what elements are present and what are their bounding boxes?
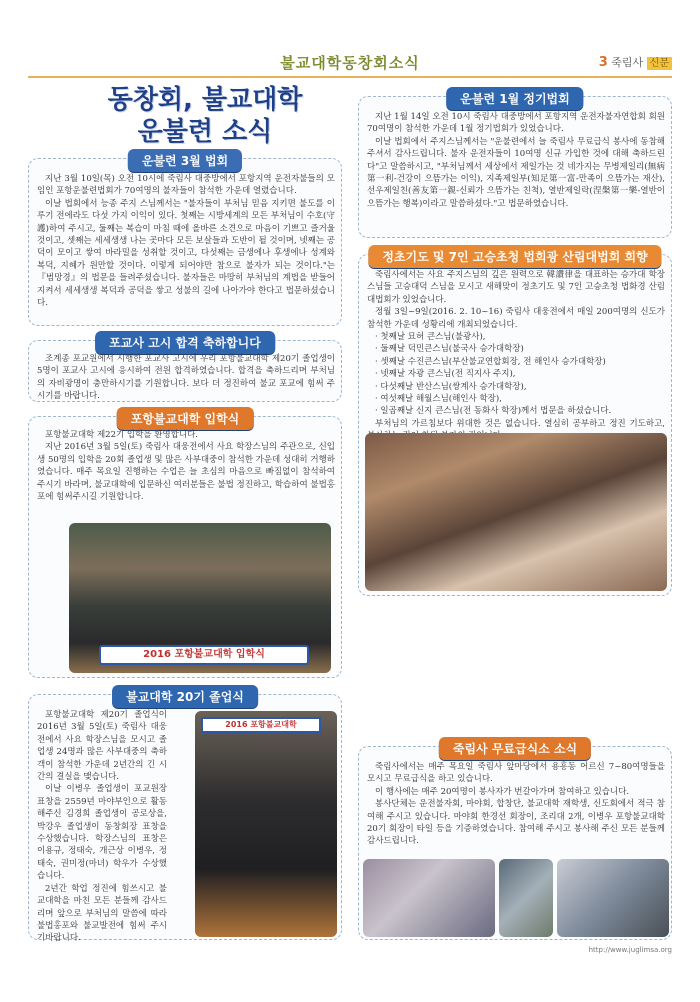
paragraph: 지난 2016년 3월 5일(토) 죽림사 대웅전에서 사요 학장스님의 주관으로, 신입생 50명의 입학을 20회 졸업생 및 많은 사부대중이 참석한 가운데 성대히 거행하였습니다. 매주 목요일 진행하는 수업은 늘 초심의 마음으로 빠짐없이 참석하여 주시기 바라며, 불교대학에 입문하신 여러분들은 불법 정진하고, 학습하여 불법홍포에 힘써주시길 기원합니다. bbox=[37, 442, 335, 503]
paragraph: 조계종 포교원에서 시행한 포교사 고시에 우리 포항불교대학 제20기 졸업생이 5명이 포교사 고시에 응시하여 전원 합격하였습니다. 합격을 축하드리며 부처님의 자비광명이 충만하시기를 기원합니다. 보다 더 정진하여 불교 포교에 힘써 주시기를 바랍니다. bbox=[37, 354, 335, 402]
article-dharma-meeting bbox=[358, 250, 672, 596]
page-number-value: 3 bbox=[598, 55, 608, 70]
list-item: · 둘째날 덕민큰스님(불국사 승가대학장) bbox=[375, 344, 524, 355]
paragraph: 부처님의 가르침보다 위대한 것은 없습니다. 열심히 공부하고 정진 기도하고, bbox=[375, 418, 665, 429]
paragraph: 죽림사에서는 사요 주지스님의 깊은 원력으로 韓讚律을 대표하는 승가대 학장스님들 고승대덕 스님을 모시고 새해맞이 정초기도 및 7인 고승초청 법화경 산림대법회가 있었습니다. bbox=[367, 270, 665, 305]
free-meal-photo-3 bbox=[557, 859, 669, 937]
article-body bbox=[37, 709, 167, 945]
article-title: 운불련 3월 법회 bbox=[128, 149, 242, 172]
article-free-meal bbox=[358, 742, 672, 940]
paragraph: 포항불교대학 제22기 입학을 환영합니다. bbox=[45, 430, 199, 440]
list-item: · 첫째날 묘허 큰스님(불광사), bbox=[375, 332, 486, 343]
article-title: 운불련 1월 정기법회 bbox=[446, 87, 583, 110]
page-header bbox=[28, 48, 672, 78]
free-meal-photo-2 bbox=[499, 859, 553, 937]
photo-banner: 2016 포항불교대학 입학식 bbox=[99, 645, 309, 665]
article-body bbox=[367, 761, 665, 848]
article-title: 포항불교대학 입학식 bbox=[117, 407, 254, 430]
paragraph: 2년간 학업 정진에 힘쓰시고 불교대학을 마친 모든 분들께 감사드리며 앞으로 부처님의 말씀에 따라 불법홍포와 불교발전에 힘써 주시기바랍니다. bbox=[37, 883, 167, 944]
list-item: · 넷째날 자광 큰스님(전 직지사 주지), bbox=[375, 369, 516, 380]
article-title: 포교사 고시 합격 축하합니다 bbox=[95, 331, 275, 354]
paragraph: 봉사단체는 운전불자회, 마야회, 합창단, 불교대학 재학생, 신도회에서 적극 참여해 주시고 있습니다. 마야회 한경선 회장이, 조리대 2개, 이병우 포항불교대학 20기 회장이 타일 등을 기증하였습니다. 참여해 주시고 봉사해 주신 모든 분들께 감사드립니다. bbox=[367, 799, 665, 847]
article-body bbox=[367, 111, 665, 210]
article-admission bbox=[28, 412, 342, 678]
article-unbulryeon-march bbox=[28, 154, 342, 326]
paragraph: 지난 1월 14일 오전 10시 죽림사 대중방에서 포항지역 운전자불자연합회 회원 70여명이 참석한 가운데 1월 정기법회가 있었습니다. bbox=[367, 112, 665, 135]
photo-banner: 2016 포항불교대학 bbox=[201, 717, 321, 733]
article-body bbox=[37, 429, 335, 503]
website-url: http://www.juglimsa.org bbox=[588, 946, 672, 954]
page-label: 죽림사 bbox=[611, 56, 644, 69]
paragraph: 죽림사에서는 매주 목요일 죽림사 앞마당에서 용흥동 어르신 7~80여명들을 모시고 무료급식을 하고 있습니다. bbox=[367, 762, 665, 785]
article-title: 정초기도 및 7인 고승초청 법회광 산림대법회 회향 bbox=[368, 245, 661, 268]
newsletter-title: 불교대학동창회소식 bbox=[280, 54, 420, 72]
list-item: · 셋째날 수진큰스님(부산불교연합회장, 전 해인사 승가대학장) bbox=[375, 356, 606, 367]
main-headline bbox=[70, 84, 340, 148]
list-item: · 다섯째날 반산스님(쌍계사 승가대학장), bbox=[375, 381, 527, 392]
admission-group-photo bbox=[69, 523, 331, 673]
main-headline-line2: 운불련 소식 bbox=[137, 117, 273, 147]
paragraph: 이 행사에는 매주 20여명이 봉사자가 번갈아가며 참여하고 있습니다. bbox=[375, 786, 630, 797]
list-item: · 일곱째날 신지 큰스님(전 동화사 학장)께서 법문을 하셨습니다. bbox=[375, 406, 612, 417]
graduation-photo bbox=[195, 711, 337, 937]
paragraph: 지난 3월 10일(목) 오전 10시에 죽림사 대중방에서 포항지역 운전자불들의 모임인 포항운불련법회가 70여명의 불자들이 참석한 가운데 열렸습니다. bbox=[37, 174, 335, 197]
paragraph: 정월 3일~9일(2016. 2. 10~16) 죽림사 대웅전에서 매일 200여명의 신도가 참석한 가운데 성황리에 개최되었습니다. bbox=[367, 307, 665, 330]
article-body bbox=[37, 353, 335, 403]
paragraph: 이날 법회에서 능종 주지 스님께서는 "불자들이 부처님 믿음 지키면 불도를 이루기 전에라도 다섯 가지 이익이 있다. 첫째는 시방세계의 모든 부처님이 수호(守護)하여 주시고, 둘째는 복습이 마침 때에 올바른 소견으로 마음이 기쁘고 즐거울 것이고, 셋째는 세세생생 나는 곳마다 모든 보살들과 도반이 될 것이며, 넷째는 공덕이 모이고 쌓여 바라밀을 성취할 것이고, 다섯째는 금생에나 후생에나 성계와 복덕, 지혜가 원만할 것이다. 이렇게 되어야만 참으로 불자가 되는 것이다."는 『범망경』의 법문을 들려주셨습니다. 불자들은 마땅히 부처님의 계법을 받들어 지켜서 세세생생 복덕과 공덕을 쌓고 성불의 길에 나아가야 한다고 법문하셨습니다. bbox=[37, 198, 335, 309]
free-meal-photo-1 bbox=[363, 859, 495, 937]
article-body bbox=[367, 269, 665, 443]
paragraph: 이날 법회에서 주지스님께서는 "운불련에서 늘 죽림사 무료급식 봉사에 동참해 주셔서 감사드립니다. 불자 운전자들이 10여명 신규 가입한 것에 대해 축하드린다"고 말씀하시고, "부처님께서 세상에서 제일가는 것 네가지는 무병제일리(無病第一利-건강이 으뜸가는 이익), 지족제일부(知足第一富-만족이 으뜸가는 재산), 선우제일친(善友第一親-신뢰가 으뜸가는 친척), 열반제일락(涅槃第一樂-열반이 으뜸가는 행복)이라고 말씀하셨다."고 법문하였습니다. bbox=[367, 136, 665, 209]
list-item: · 여섯째날 해월스님(해인사 학장), bbox=[375, 394, 502, 405]
page-number bbox=[599, 54, 672, 70]
article-title: 죽림사 무료급식소 소식 bbox=[439, 737, 591, 760]
main-headline-line1: 동창회, 불교대학 bbox=[107, 85, 303, 115]
dharma-meeting-photo bbox=[365, 433, 667, 591]
paragraph: 이날 이병우 졸업생이 포교원장 표창을 2559년 마야부인으로 활동해주신 김경희 졸업생이 공로상을, 박강우 졸업생이 동창회장 표창을 수상했습니다. 학장스님의 표창은 이용규, 정태숙, 개근상 이병우, 정태숙, 권미정(마녀) 학우가 수상했습니다. bbox=[37, 784, 167, 882]
page-tag: 신문 bbox=[647, 57, 672, 70]
article-body bbox=[37, 173, 335, 309]
article-title: 불교대학 20기 졸업식 bbox=[112, 685, 258, 708]
paragraph: 포항불교대학 제20기 졸업식이 2016년 3월 5일(토) 죽림사 대웅전에서 사요 학장스님을 모시고 졸업생 24명과 많은 사부대중의 축하객이 참석한 가운데 2년간의 긴 시간의 결실을 맺습니다. bbox=[37, 710, 167, 783]
article-graduation bbox=[28, 690, 342, 944]
article-pogyosa bbox=[28, 336, 342, 402]
article-unbulryeon-jan bbox=[358, 92, 672, 238]
